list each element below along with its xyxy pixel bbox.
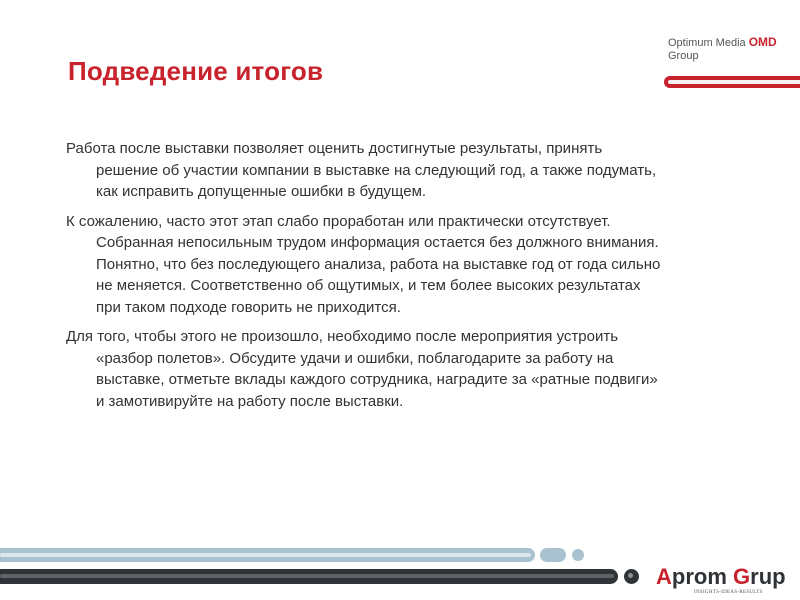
footer-dark-bar — [0, 569, 618, 584]
omd-logo — [668, 36, 777, 63]
aprom-tagline: INSIGHTS-IDEAS-RESULTS — [694, 590, 763, 595]
aprom-logo: Aprom Grup — [656, 564, 786, 589]
omd-logo-line1: Optimum Media OMD — [668, 35, 777, 49]
footer-decor — [0, 545, 650, 590]
paragraph-1: Работа после выставки позволяет оценить достигнутые результаты, принять решение об участии компании в выставке на следующий год, а также подумать, как исправить допущенные ошибки в будущем. — [66, 140, 657, 200]
omd-logo-line2: Group — [668, 50, 699, 62]
paragraph-3: Для того, чтобы этого не произошло, необходимо после мероприятия устроить «разбор полетов». Обсудите удачи и ошибки, поблагодарите за работу на выставке, отметьте вклады каждого сотрудника, наградите за «ратные подвиги» и замотивируйте на работу после выставки. — [66, 328, 658, 410]
footer-light-dot — [572, 549, 584, 561]
footer-light-pill — [540, 548, 566, 562]
footer-dark-dot — [624, 569, 639, 584]
omd-decor-bar — [664, 76, 800, 88]
paragraph-2: К сожалению, часто этот этап слабо проработан или практически отсутствует. Собранная непосильным трудом информация остается без должного внимания. Понятно, что без последующего анализа, работа на выставке год от года сильно не меняется. Соответственно об ощутимых, и тем более высоких результатах при таком подходе говорить не приходится. — [66, 212, 661, 316]
slide-title: Подведение итогов — [68, 56, 324, 86]
footer-light-bar — [0, 548, 535, 562]
slide-body — [66, 138, 666, 420]
